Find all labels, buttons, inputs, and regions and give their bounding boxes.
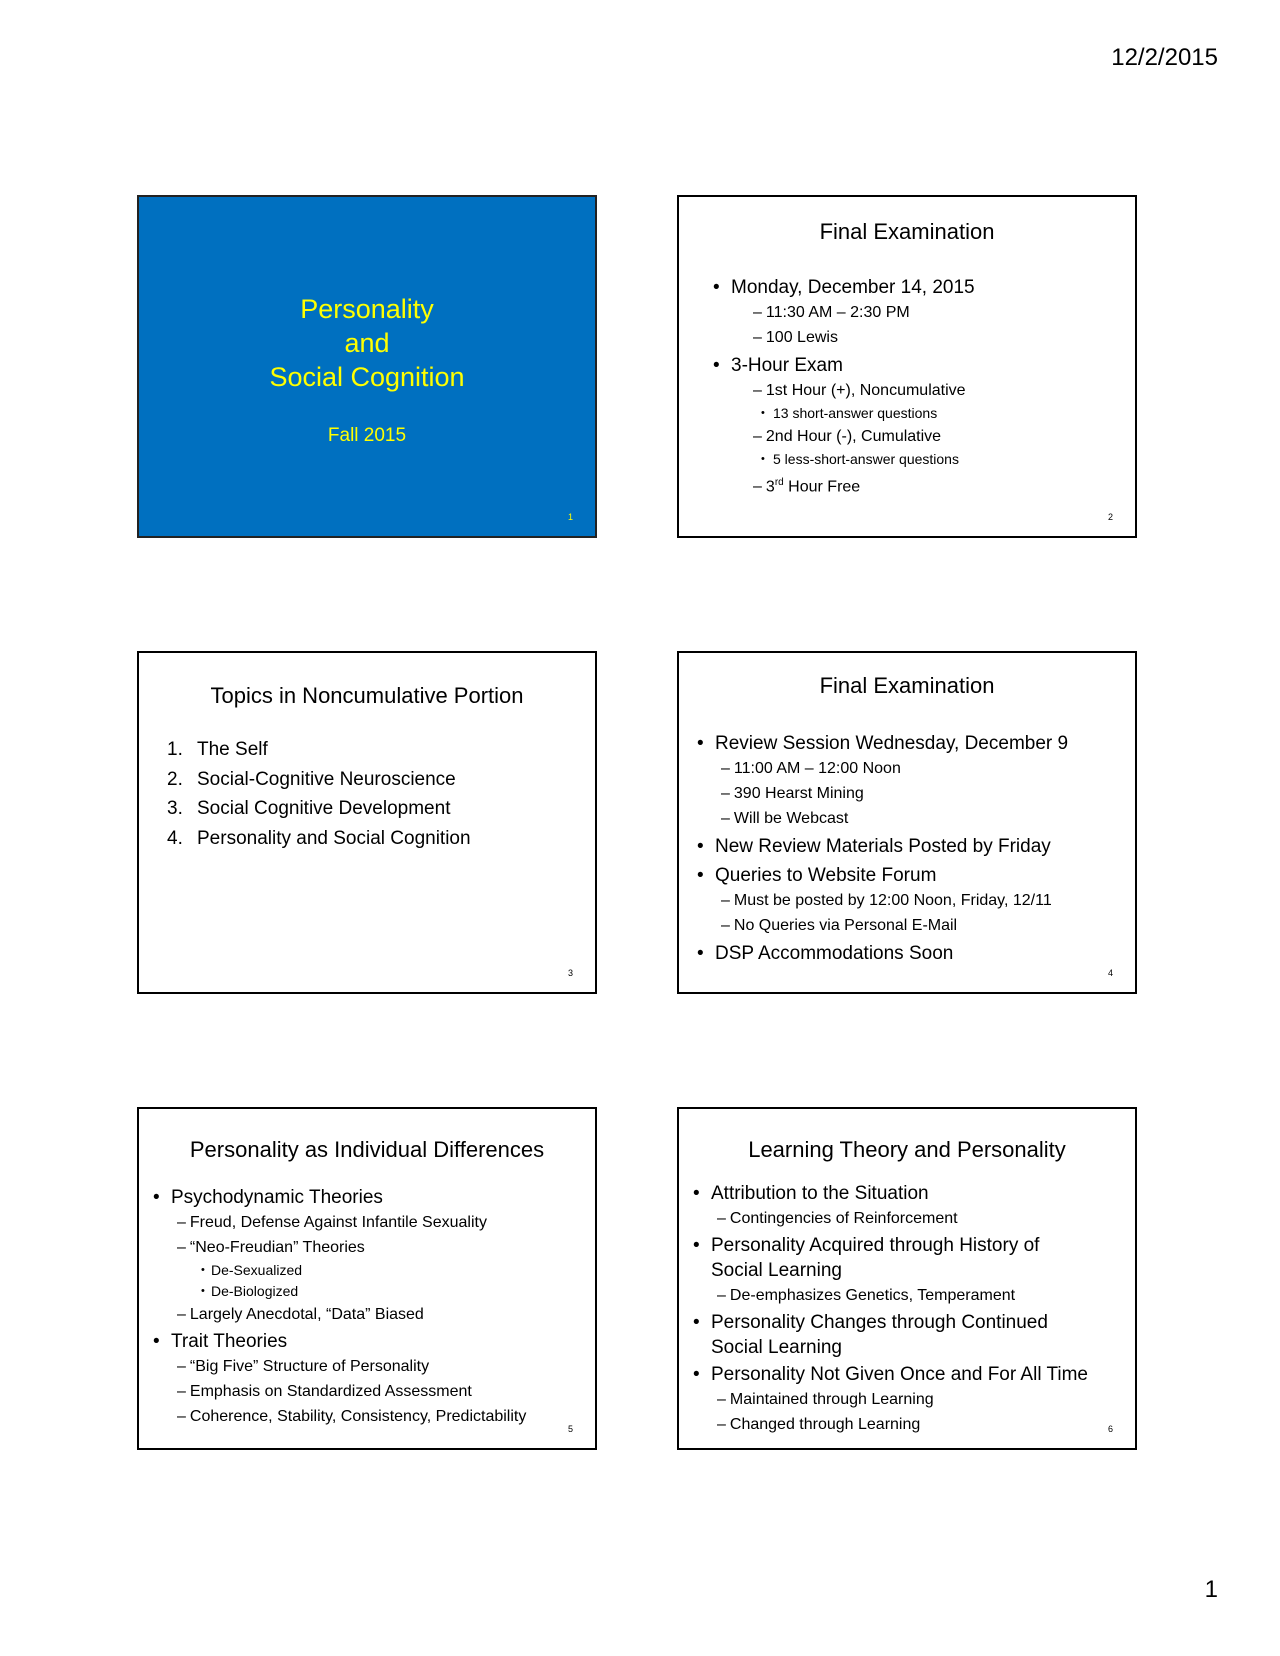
slide-number: 4 (1107, 968, 1113, 978)
sub-sub-bullet: • 5 less-short-answer questions (713, 449, 1135, 470)
bullet: • Trait Theories (153, 1329, 595, 1354)
sub-bullet: – Maintained through Learning (717, 1391, 934, 1408)
sub-bullet: – 2nd Hour (-), Cumulative (753, 428, 942, 445)
sub-bullet: – Must be posted by 12:00 Noon, Friday, 12/11 (721, 892, 1052, 909)
slide-number: 2 (1107, 512, 1113, 522)
slide-body (713, 275, 1135, 499)
list-item: 4. Personality and Social Cognition (167, 827, 471, 849)
bullet: • Personality Changes through Continued Social Learning (693, 1310, 1135, 1360)
sub-bullet: – Emphasis on Standardized Assessment (177, 1383, 472, 1400)
bullet: • 3-Hour Exam (713, 353, 1135, 378)
sub-bullet: – No Queries via Personal E-Mail (721, 917, 958, 934)
title-line: Personality (300, 294, 434, 324)
list-item: 1. The Self (167, 739, 268, 760)
slide-number: 6 (1107, 1424, 1113, 1434)
bullet: • Queries to Website Forum (697, 863, 1135, 888)
slide-body (693, 1181, 1135, 1437)
bullet: • Review Session Wednesday, December 9 (697, 731, 1135, 756)
title-line: and (344, 328, 390, 358)
slide-subtitle: Fall 2015 (327, 425, 407, 446)
bullet: • Attribution to the Situation (693, 1181, 1135, 1206)
sub-bullet: – Freud, Defense Against Infantile Sexuality (177, 1214, 487, 1231)
slide-title: Final Examination (819, 219, 995, 244)
slide-6 (677, 1107, 1137, 1450)
sub-bullet: – Largely Anecdotal, “Data” Biased (177, 1306, 424, 1323)
slide-number: 3 (567, 968, 573, 978)
sub-bullet: – 390 Hearst Mining (721, 785, 864, 802)
bullet: • DSP Accommodations Soon (697, 941, 1135, 966)
bullet: • New Review Materials Posted by Friday (697, 834, 1135, 859)
sub-sub-bullet: • De-Sexualized (153, 1260, 595, 1281)
sub-sub-bullet: • 13 short-answer questions (713, 403, 1135, 424)
slide-title: Personality as Individual Differences (189, 1137, 545, 1162)
slide-title: Learning Theory and Personality (748, 1137, 1066, 1162)
slide-4 (677, 651, 1137, 994)
bullet: • Personality Acquired through History of Social Learning (693, 1233, 1135, 1283)
sub-bullet: – Will be Webcast (721, 810, 849, 827)
sub-bullet: – “Big Five” Structure of Personality (177, 1358, 430, 1375)
sub-bullet: – Contingencies of Reinforcement (717, 1210, 958, 1227)
title-line: Social Cognition (269, 362, 465, 392)
list-item: 3. Social Cognitive Development (167, 798, 451, 819)
slide-number: 1 (567, 512, 573, 522)
slide-1 (137, 195, 597, 538)
sub-bullet: – 11:00 AM – 12:00 Noon (721, 760, 901, 777)
page-number: 1 (1204, 1576, 1218, 1603)
bullet: • Personality Not Given Once and For All Time (693, 1362, 1135, 1387)
sub-bullet: – Coherence, Stability, Consistency, Predictability (177, 1408, 527, 1425)
sub-bullet: – 1st Hour (+), Noncumulative (753, 382, 966, 399)
sub-sub-bullet: • De-Biologized (153, 1281, 595, 1302)
slide-body (153, 1185, 595, 1429)
sub-bullet: – 11:30 AM – 2:30 PM (753, 304, 910, 321)
slide-body (697, 731, 1135, 966)
list-item: 2. Social-Cognitive Neuroscience (167, 768, 456, 790)
sub-bullet: – 100 Lewis (753, 329, 838, 346)
page-date: 12/2/2015 (1111, 44, 1218, 71)
bullet: • Monday, December 14, 2015 (713, 275, 1135, 300)
sub-bullet: – 3rd Hour Free (753, 477, 861, 496)
slide-title (139, 292, 595, 394)
slide-3 (137, 651, 597, 994)
slide-title: Final Examination (819, 673, 995, 698)
sub-bullet: – “Neo-Freudian” Theories (177, 1239, 365, 1256)
slide-2 (677, 195, 1137, 538)
sub-bullet: – Changed through Learning (717, 1416, 921, 1433)
numbered-list (167, 735, 595, 853)
sub-bullet: – De-emphasizes Genetics, Temperament (717, 1287, 1016, 1304)
slide-title: Topics in Noncumulative Portion (210, 683, 524, 708)
slide-number: 5 (567, 1424, 573, 1434)
slide-5 (137, 1107, 597, 1450)
bullet: • Psychodynamic Theories (153, 1185, 595, 1210)
